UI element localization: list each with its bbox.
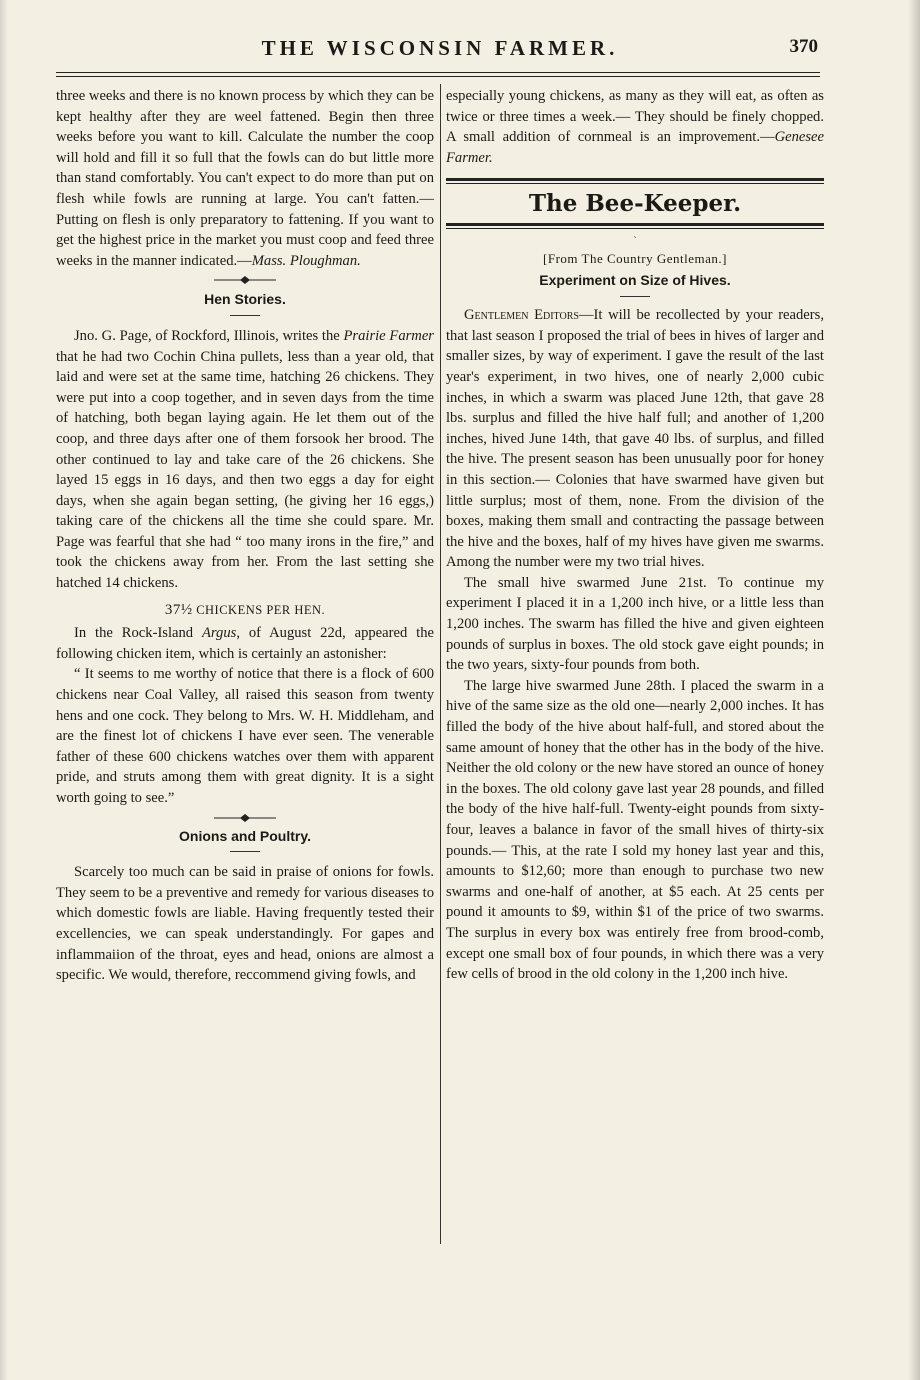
- heading-underline: [620, 296, 650, 297]
- publication-title: THE WISCONSIN FARMER.: [261, 36, 619, 60]
- chickens-per-hen-heading: 37½ CHICKENS PER HEN.: [164, 601, 326, 618]
- header-rule-bottom: [56, 76, 820, 77]
- section-ornament: [210, 274, 280, 286]
- experiment-heading: Experiment on Size of Hives.: [539, 271, 731, 288]
- hen-stories-heading: Hen Stories.: [204, 291, 286, 308]
- page-edge-shadow: [908, 0, 920, 1380]
- header-rule-top: [56, 72, 820, 73]
- coal-valley-quote: “ It seems to me worthy of notice that there is a flock of 600 chickens near Coal Valley, all raised this season from twenty hens and one cock. They belong to Mrs. W. H. Middleham, and are the finest lot of chickens I have ever seen. The venerable father of these 600 chickens watches over them with apparent pride, and struts among them with great dignity. It is a sight worth going to see.”: [56, 666, 434, 806]
- onions-poultry-heading: Onions and Poultry.: [179, 827, 311, 844]
- hen-story-paragraph: Jno. G. Page, of Rockford, Illinois, writes the Prairie Farmer that he had two Cochin China pullets, less than a year old, that laid and were set at the same time, hatching 26 chickens. They were put into a coop together, and in seven days from the time of hatching, both began laying again. He let them out of the coop, and three days after one of them forsook her brood. The other continued to lay and take care of the 26 chickens. She layed 15 eggs in 16 days, and then two eggs a day for eight days, when she again began setting, (he giving her 16 eggs,) taking care of the chickens all the time she could spare. Mr. Page was fearful that she had “ too many irons in the fire,” and took the chickens away from her. From the last setting she hatched 14 chickens.: [56, 327, 434, 592]
- section-double-rule: [446, 178, 824, 184]
- argus-paragraph: In the Rock-Island Argus, of August 22d, appeared the following chicken item, which is certainly an astonisher:: [56, 625, 434, 662]
- argus-source: Argus: [202, 625, 237, 642]
- onions-paragraph: Scarcely too much can be said in praise of onions for fowls. They seem to be a preventive and remedy for various diseases to which domestic fowls are liable. Having frequently tested their excellencies, we can speak understandingly. For gapes and inflammaiion of the throat, eyes and head, onions are almost a specific. We would, therefore, reccommend giving fowls, and: [56, 864, 434, 984]
- section-ornament: [210, 812, 280, 824]
- salutation: Gentlemen Editors: [464, 307, 579, 324]
- fattening-text: three weeks and there is no known process by which they can be kept healthy after they are weel fattened. Begin then three weeks before you want to kill. Calculate the number the coop will hold and fill it so full that the fowls can do but little more than stand comfortably. You can't expect to do more than put on flesh while fowls are running at large. You can't fatten.— Putting on flesh is only preparatory to fattening. If you want to get the highest price in the market you must coop and feed three weeks in the manner indicated.—: [56, 88, 434, 269]
- bee-keeper-section-title: The Bee-Keeper.: [528, 190, 742, 218]
- page-gutter-shadow: [0, 0, 8, 1380]
- running-head: [60, 36, 820, 60]
- genesee-farmer-source: Genesee Farmer.: [446, 129, 824, 166]
- source-line: [From The Country Gentleman.]: [543, 250, 727, 266]
- bee-paragraph-2: The small hive swarmed June 21st. To continue my experiment I placed it in a 1,200 inch hive, or a little less than 1,200 inches. The swarm has filled the hive and given eighteen pounds of surplus in boxes. The old stock gave eight pounds; in the two years, sixty-four pounds from both.: [446, 574, 824, 674]
- page-number: 370: [789, 36, 818, 57]
- bee-paragraph-1: Gentlemen Editors—It will be recollected by your readers, that last season I proposed the trial of bees in hives of larger and smaller sizes, by way of experiment. I gave the result of the last year's experiment, in two hives, one of nearly 2,000 cubic inches, in which a swarm was placed June 12th, that gave 28 lbs. surplus and filled the hive half full; and another of 1,200 inches, hived June 14th, that gave 40 lbs. of surplus, and filled the hive. The present season has been unusually poor for honey in this section.— Colonies that have swarmed have given but little surplus; most of them, none. From the division of the boxes, making them small and contracting the passage between the hive and the boxes, half of my hives have given me swarms. Among the number were my two trial hives.: [446, 307, 824, 571]
- bee-paragraph-3: The large hive swarmed June 28th. I placed the swarm in a hive of the same size as the old one—nearly 2,000 inches. It has filled the body of the hive about half-full, and stored about the same amount of honey that the other has in the body of the hive. Neither the old colony or the new have stored an ounce of honey in the boxes. The old colony gave last year 28 pounds, and filled the body of the hive half-full. Twenty-eight pounds from sixty-four, leaves a balance in favor of the small hives of thirty-six pounds.— This, at the rate I sold my honey last year and this, amounts to $12,60; more than enough to purchase two new swarms and one-half of another, at $5 each. At 25 cents per pound it amounts to $9, within $1 of the price of two swarms. The surplus in every box was entirely free from brood-comb, except one small box of four pounds, in which there was a very few cells of brood in the old colony in the 1,200 inch hive.: [446, 677, 824, 983]
- fattening-source: Mass. Ploughman.: [251, 252, 361, 269]
- section-double-rule: [446, 223, 824, 229]
- left-column: [56, 86, 434, 986]
- right-column: [446, 86, 824, 985]
- onions-continued-paragraph: especially young chickens, as many as they will eat, as often as twice or three times a week.— They should be finely chopped. A small addition of cornmeal is an improvement.—Genesee Farmer.: [446, 88, 824, 166]
- small-mark: ˋ: [633, 235, 637, 247]
- column-divider: [440, 84, 441, 1244]
- heading-underline: [230, 851, 260, 852]
- fattening-paragraph: [56, 86, 434, 271]
- heading-underline: [230, 315, 260, 316]
- prairie-farmer-source: Prairie Farmer: [343, 327, 434, 344]
